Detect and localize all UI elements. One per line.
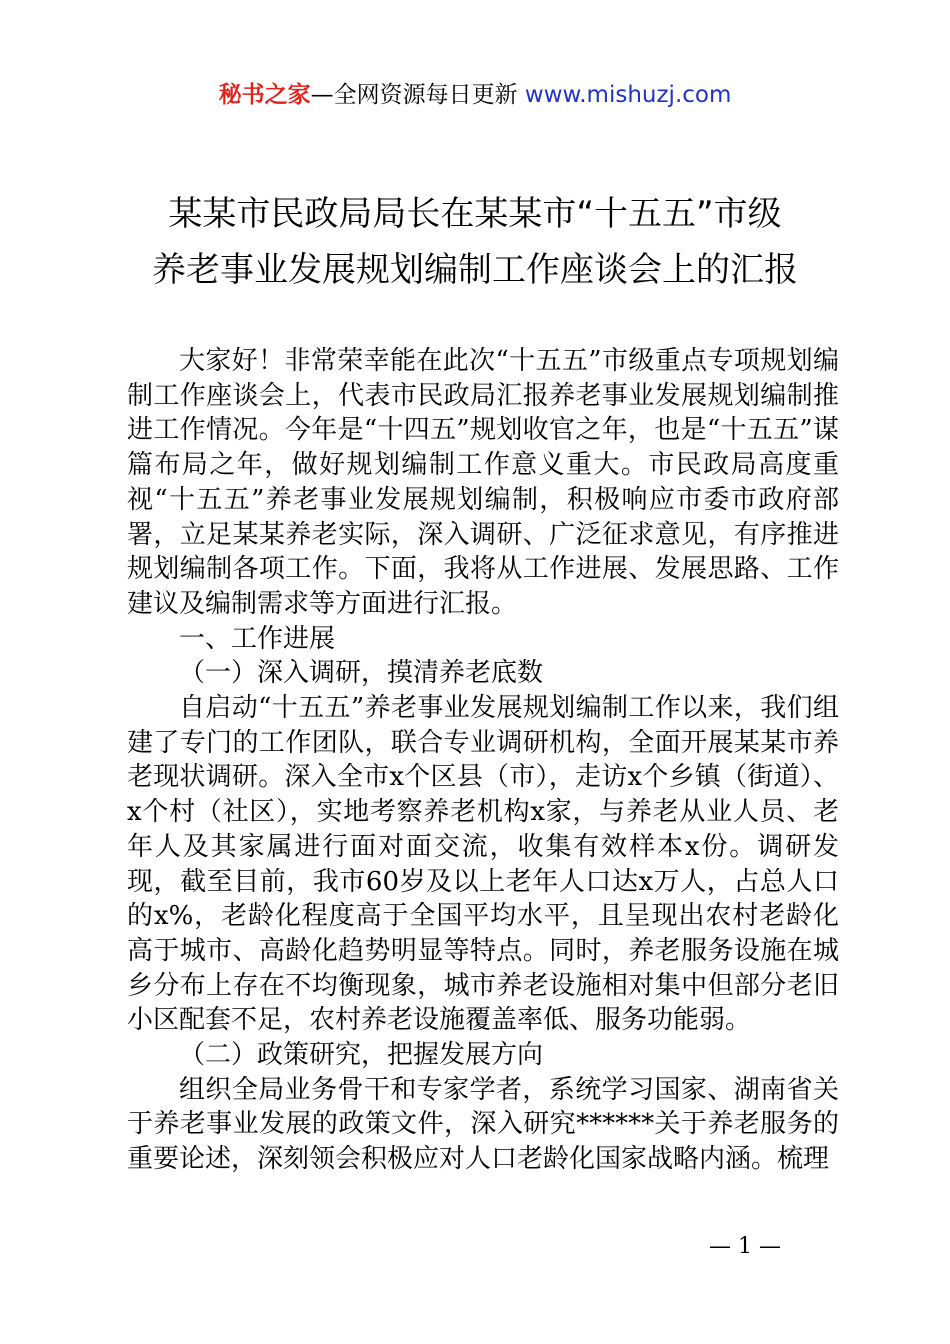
subsection-paragraph-2: 组织全局业务骨干和专家学者，系统学习国家、湖南省关于养老事业发展的政策文件，深入研究******关于养老服务的重要论述，深刻领会积极应对人口老龄化国家战略内涵。梳理	[127, 1074, 839, 1175]
site-brand: 秘书之家	[218, 82, 311, 108]
document-body	[127, 344, 839, 1177]
subsection-heading-1: （一）深入调研，摸清养老底数	[179, 658, 544, 689]
page-number: — 1 —	[709, 1234, 781, 1259]
section-heading-1: 一、工作进展	[179, 623, 336, 654]
subsection-heading-2: （二）政策研究，把握发展方向	[179, 1040, 544, 1071]
site-header	[0, 78, 950, 112]
site-url-link[interactable]: www.mishuzj.com	[524, 82, 732, 108]
site-tagline: —全网资源每日更新	[310, 82, 518, 108]
subsection-paragraph-1: 自启动“十五五”养老事业发展规划编制工作以来，我们组建了专门的工作团队，联合专业调研机构，全面开展某某市养老现状调研。深入全市x个区县（市），走访x个乡镇（街道）、x个村（社区），实地考察养老机构x家，与养老从业人员、老年人及其家属进行面对面交流，收集有效样本x份。调研发现，截至目前，我市60岁及以上老年人口达x万人，占总人口的x%，老龄化程度高于全国平均水平，且呈现出农村老龄化高于城市、高龄化趋势明显等特点。同时，养老服务设施在城乡分布上存在不均衡现象，城市养老设施相对集中但部分老旧小区配套不足，农村养老设施覆盖率低、服务功能弱。	[127, 693, 839, 1036]
title-line-2: 养老事业发展规划编制工作座谈会上的汇报	[152, 250, 798, 290]
intro-paragraph: 大家好！非常荣幸能在此次“十五五”市级重点专项规划编制工作座谈会上，代表市民政局汇报养老事业发展规划编制推进工作情况。今年是“十四五”规划收官之年，也是“十五五”谋篇布局之年，做好规划编制工作意义重大。市民政局高度重视“十五五”养老事业发展规划编制，积极响应市委市政府部署，立足某某养老实际，深入调研、广泛征求意见，有序推进规划编制各项工作。下面，我将从工作进展、发展思路、工作建议及编制需求等方面进行汇报。	[127, 346, 839, 619]
title-line-1: 某某市民政局局长在某某市“十五五”市级	[168, 194, 782, 234]
document-title	[70, 186, 880, 298]
